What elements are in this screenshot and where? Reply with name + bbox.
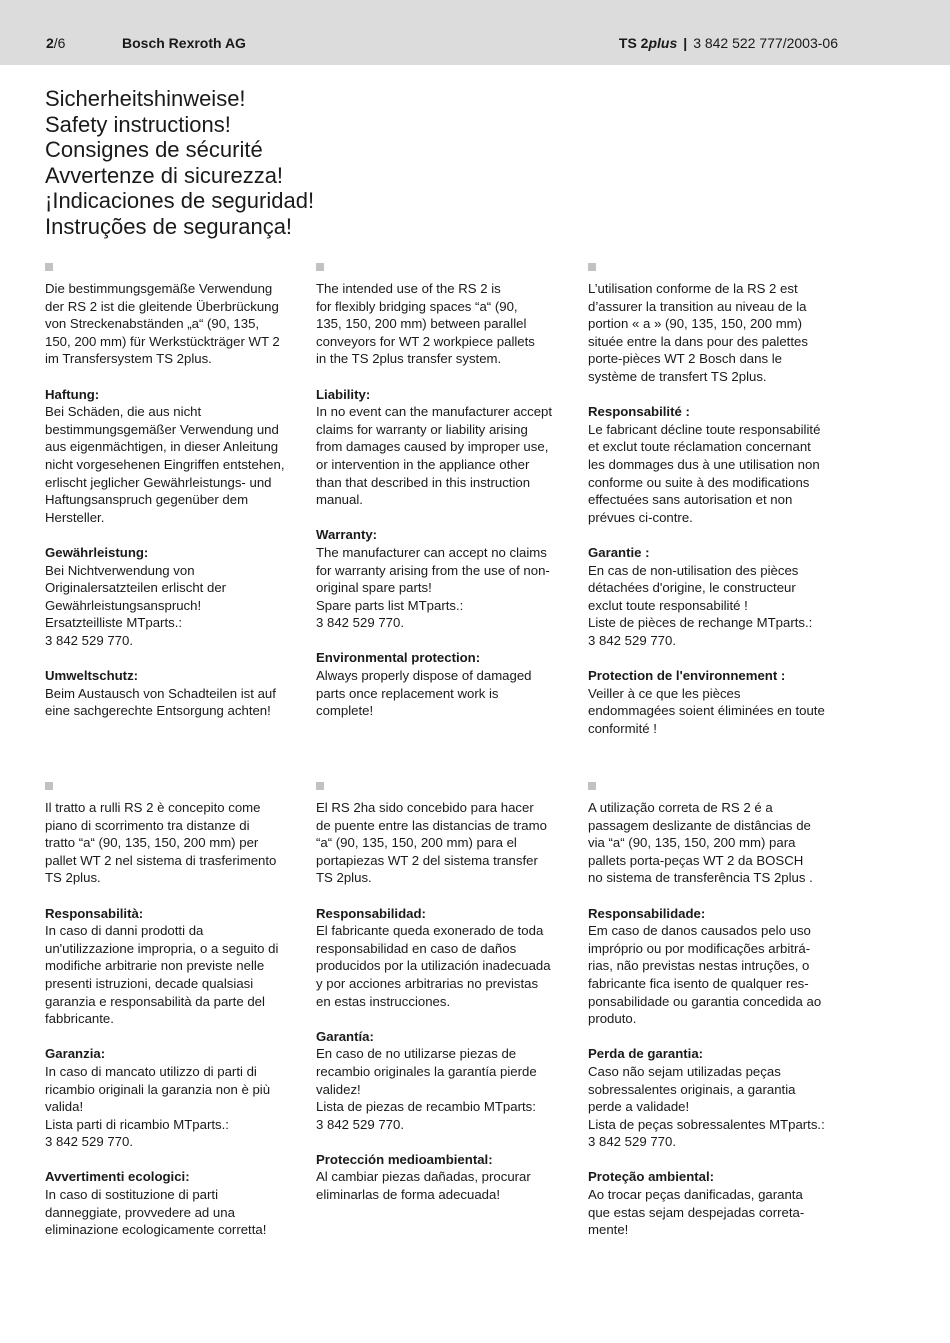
intro-line: porte-pièces WT 2 Bosch dans le [588, 351, 783, 367]
section-line: aus eigenmächtigen, in dieser Anleitung [45, 439, 279, 455]
document-number: 3 842 522 777/2003-06 [693, 35, 838, 51]
intro-line: TS 2plus. [45, 870, 101, 886]
intro-line: pallets porta-peças WT 2 da BOSCH [588, 852, 804, 868]
section [588, 1045, 843, 1151]
section-line: ricambio originali la garanzia non è più [45, 1081, 271, 1097]
title-es: ¡Indicaciones de seguridad! [45, 188, 315, 213]
section-line: validez! [316, 1081, 361, 1097]
section-line: danneggiate, provvedere ad una [45, 1204, 235, 1220]
section-line: conforme ou suite à des modifications [588, 474, 810, 490]
intro-line: El RS 2ha sido concebido para hacer [316, 800, 534, 815]
intro-line: pallet WT 2 nel sistema di trasferimento [45, 852, 277, 868]
section [45, 905, 300, 1028]
section-line: Caso não sejam utilizadas peças [588, 1063, 781, 1079]
section-title: Garantie : [588, 544, 650, 560]
section-line: nicht vorgesehenen Eingriffen entstehen, [45, 456, 285, 472]
intro-line: portion « a » (90, 135, 150, 200 mm) [588, 316, 803, 332]
section-line: 3 842 529 770. [45, 1134, 133, 1150]
section-title: Haftung: [45, 386, 100, 402]
section-line: In caso di danni prodotti da [45, 923, 204, 939]
intro-line: via “a“ (90, 135, 150, 200 mm) para [588, 835, 796, 851]
section-marker [316, 782, 324, 790]
section [588, 544, 843, 650]
section-line: sobressalentes originais, a garantia [588, 1081, 796, 1097]
intro-line: passagem deslizante de distâncias de [588, 817, 811, 833]
section [45, 544, 300, 650]
section-title: Garantía: [316, 1028, 374, 1044]
column-fr [588, 263, 843, 755]
section-line: Haftungsanspruch gegenüber dem [45, 492, 249, 508]
section-marker [45, 263, 53, 271]
intro-line: The intended use of the RS 2 is [316, 281, 501, 296]
intro-line: tratto “a“ (90, 135, 150, 200 mm) per [45, 835, 259, 851]
section-title: Responsabilité : [588, 404, 690, 420]
section-line: Liste de pièces de rechange MTparts.: [588, 615, 813, 631]
company-name: Bosch Rexroth AG [122, 35, 246, 51]
section-line: The manufacturer can accept no claims [316, 544, 547, 560]
intro-line: portapiezas WT 2 del sistema transfer [316, 852, 538, 868]
product-name: TS 2plus [618, 35, 678, 51]
section-line: produto. [588, 1011, 637, 1027]
section-line: Gewährleistungsanspruch! [45, 597, 202, 613]
title-pt: Instruções de segurança! [45, 213, 293, 239]
section [316, 526, 571, 632]
section-line: 3 842 529 770. [588, 632, 676, 648]
section-line: than that described in this instruction [316, 474, 531, 490]
intro-paragraph [45, 280, 300, 368]
section-line: El fabricante queda exonerado de toda [316, 923, 544, 939]
section-line: modifiche arbitrarie non previste nelle [45, 958, 265, 974]
section-title: Warranty: [316, 527, 378, 543]
section-line: Bei Nichtverwendung von [45, 562, 195, 578]
section-line: ponsabilidade ou garantia concedida ao [588, 993, 822, 1009]
safety-titles [45, 86, 314, 239]
section [588, 905, 843, 1028]
document-reference: TS 2plus | 3 842 522 777/2003-06 [618, 35, 838, 51]
section-line: erlischt jeglicher Gewährleistungs- und [45, 474, 272, 490]
section-line: Lista de piezas de recambio MTparts: [316, 1099, 536, 1115]
section-title: Liability: [316, 386, 371, 402]
section-line: En cas de non-utilisation des pièces [588, 562, 799, 578]
column-es [316, 782, 571, 1221]
section-line: Lista de peças sobressalentes MTparts.: [588, 1116, 825, 1132]
intro-line: L’utilisation conforme de la RS 2 est [588, 281, 798, 296]
section-line: Spare parts list MTparts.: [316, 597, 464, 613]
section-line: 3 842 529 770. [316, 1116, 404, 1132]
section-line: Lista parti di ricambio MTparts.: [45, 1116, 229, 1132]
title-de: Sicherheitshinweise! [45, 86, 246, 111]
intro-line: conveyors for WT 2 workpiece pallets [316, 333, 535, 349]
intro-paragraph [316, 799, 571, 887]
intro-paragraph [588, 280, 843, 386]
section [588, 667, 843, 737]
section-line: 3 842 529 770. [316, 615, 404, 631]
section-line: eine sachgerechte Entsorgung achten! [45, 703, 271, 719]
section [316, 1151, 571, 1204]
section-marker [316, 263, 324, 271]
column-it [45, 782, 300, 1256]
section-line: Ersatzteilliste MTparts.: [45, 615, 183, 631]
page-header [0, 0, 950, 65]
intro-line: Die bestimmungsgemäße Verwendung [45, 281, 273, 296]
section-line: complete! [316, 703, 374, 719]
section-line: Veiller à ce que les pièces [588, 685, 741, 701]
section-line: En caso de no utilizarse piezas de [316, 1046, 517, 1062]
section-line: et exclut toute réclamation concernant [588, 439, 811, 455]
section-line: for warranty arising from the use of non- [316, 562, 550, 578]
intro-line: système de transfert TS 2plus. [588, 368, 767, 384]
section-title: Protection de l'environnement : [588, 668, 786, 684]
section-line: recambio originales la garantía pierde [316, 1063, 537, 1079]
section-line: conformité ! [588, 720, 657, 736]
section-line: rias, não previstas nestas intruções, o [588, 958, 810, 974]
section-line: responsabilidad en caso de daños [316, 940, 517, 956]
section-line: un'utilizzazione impropria, o a seguito di [45, 940, 279, 956]
section [316, 905, 571, 1011]
intro-line: im Transfersystem TS 2plus. [45, 351, 212, 367]
section [45, 1168, 300, 1238]
title-it: Avvertenze di sicurezza! [45, 162, 284, 188]
section-title: Responsabilidade: [588, 905, 706, 921]
section-line: perde a validade! [588, 1099, 690, 1115]
intro-line: d’assurer la transition au niveau de la [588, 298, 807, 314]
section-line: mente! [588, 1222, 629, 1238]
column-pt [588, 782, 843, 1256]
section-title: Environmental protection: [316, 650, 481, 666]
intro-line: Il tratto a rulli RS 2 è concepito come [45, 800, 261, 815]
section-line: Le fabricant décline toute responsabilité [588, 421, 821, 437]
section-line: In caso di sostituzione di parti [45, 1187, 218, 1203]
section-line: garanzia e responsabilità da parte del [45, 993, 265, 1009]
section-marker [588, 782, 596, 790]
section-line: producidos por la utilización inadecuada [316, 958, 551, 974]
section-line: claims for warranty or liability arising [316, 421, 528, 437]
intro-line: piano di scorrimento tra distanze di [45, 817, 250, 833]
intro-line: TS 2plus. [316, 870, 372, 886]
intro-line: for flexibly bridging spaces “a“ (90, [316, 298, 518, 314]
section-line: Em caso de danos causados pelo uso [588, 923, 811, 939]
section-title: Avvertimenti ecologici: [45, 1169, 190, 1185]
section-line: fabricante fica isento de qualquer res- [588, 975, 809, 991]
section-title: Responsabilidad: [316, 905, 426, 921]
section-line: manual. [316, 492, 363, 508]
section [316, 649, 571, 719]
section-line: Always properly dispose of damaged [316, 668, 532, 684]
section-title: Protección medioambiental: [316, 1151, 493, 1167]
section-line: que estas sejam despejadas correta- [588, 1204, 805, 1220]
section-line: les dommages dus à une utilisation non [588, 456, 820, 472]
section-line: fabbricante. [45, 1011, 114, 1027]
section [45, 386, 300, 527]
title-fr: Consignes de sécurité [45, 137, 263, 162]
section [45, 1045, 300, 1151]
section-line: 3 842 529 770. [588, 1134, 676, 1150]
intro-line: 150, 200 mm) für Werkstückträger WT 2 [45, 333, 280, 349]
section-line: or intervention in the appliance other [316, 456, 530, 472]
section-line: impróprio ou por modificações arbitrá- [588, 940, 811, 956]
section-line: In no event can the manufacturer accept [316, 404, 553, 420]
intro-line: no sistema de transferência TS 2plus . [588, 870, 813, 886]
section [588, 403, 843, 526]
section-line: Ao trocar peças danificadas, garanta [588, 1187, 803, 1203]
section-title: Perda de garantia: [588, 1046, 704, 1062]
intro-paragraph [45, 799, 300, 887]
section-line: Bei Schäden, die aus nicht [45, 404, 202, 420]
page-number: 2/6 [46, 35, 66, 51]
section-line: 3 842 529 770. [45, 632, 133, 648]
section-line: endommagées soient éliminées en toute [588, 703, 825, 719]
section-title: Umweltschutz: [45, 668, 139, 684]
section [316, 1028, 571, 1134]
intro-line: in the TS 2plus transfer system. [316, 351, 502, 367]
intro-line: située entre la dans pour des palettes [588, 333, 808, 349]
intro-paragraph [588, 799, 843, 887]
intro-line: der RS 2 ist die gleitende Überbrückung [45, 298, 279, 314]
section-line: presenti istruzioni, decade qualsiasi [45, 975, 254, 991]
section-line: valida! [45, 1099, 84, 1115]
section-line: Al cambiar piezas dañadas, procurar [316, 1169, 531, 1185]
section-line: parts once replacement work is [316, 685, 499, 701]
intro-line: von Streckenabständen „a“ (90, 135, [45, 316, 260, 332]
intro-line: A utilização correta de RS 2 é a [588, 800, 773, 815]
section-title: Responsabilità: [45, 905, 144, 921]
section [588, 1168, 843, 1238]
section-line: en estas instrucciones. [316, 993, 451, 1009]
section-line: Originalersatzteilen erlischt der [45, 580, 227, 596]
column-en [316, 263, 571, 737]
section [316, 386, 571, 509]
section-line: bestimmungsgemäßer Verwendung und [45, 421, 279, 437]
intro-paragraph [316, 280, 571, 368]
section-line: eliminarlas de forma adecuada! [316, 1187, 500, 1203]
section-title: Gewährleistung: [45, 544, 149, 560]
section-line: Hersteller. [45, 509, 105, 525]
section-line: Beim Austausch von Schadteilen ist auf [45, 685, 276, 701]
intro-line: “a“ (90, 135, 150, 200 mm) para el [316, 835, 517, 851]
title-en: Safety instructions! [45, 111, 231, 137]
section-line: prévues ci-contre. [588, 509, 693, 525]
column-de [45, 263, 300, 737]
section-line: eliminazione ecologicamente corretta! [45, 1222, 267, 1238]
section-line: In caso di mancato utilizzo di parti di [45, 1063, 257, 1079]
section [45, 667, 300, 720]
section-marker [588, 263, 596, 271]
section-line: y por acciones arbitrarias no previstas [316, 975, 539, 991]
section-line: from damages caused by improper use, [316, 439, 549, 455]
section-line: original spare parts! [316, 580, 432, 596]
intro-line: 135, 150, 200 mm) between parallel [316, 316, 527, 332]
section-title: Garanzia: [45, 1046, 106, 1062]
section-line: détachées d'origine, le constructeur [588, 580, 796, 596]
section-line: effectuées sans autorisation et non [588, 492, 793, 508]
section-line: exclut toute responsabilité ! [588, 597, 748, 613]
intro-line: de puente entre las distancias de tramo [316, 817, 547, 833]
section-title: Proteção ambiental: [588, 1169, 715, 1185]
section-marker [45, 782, 53, 790]
